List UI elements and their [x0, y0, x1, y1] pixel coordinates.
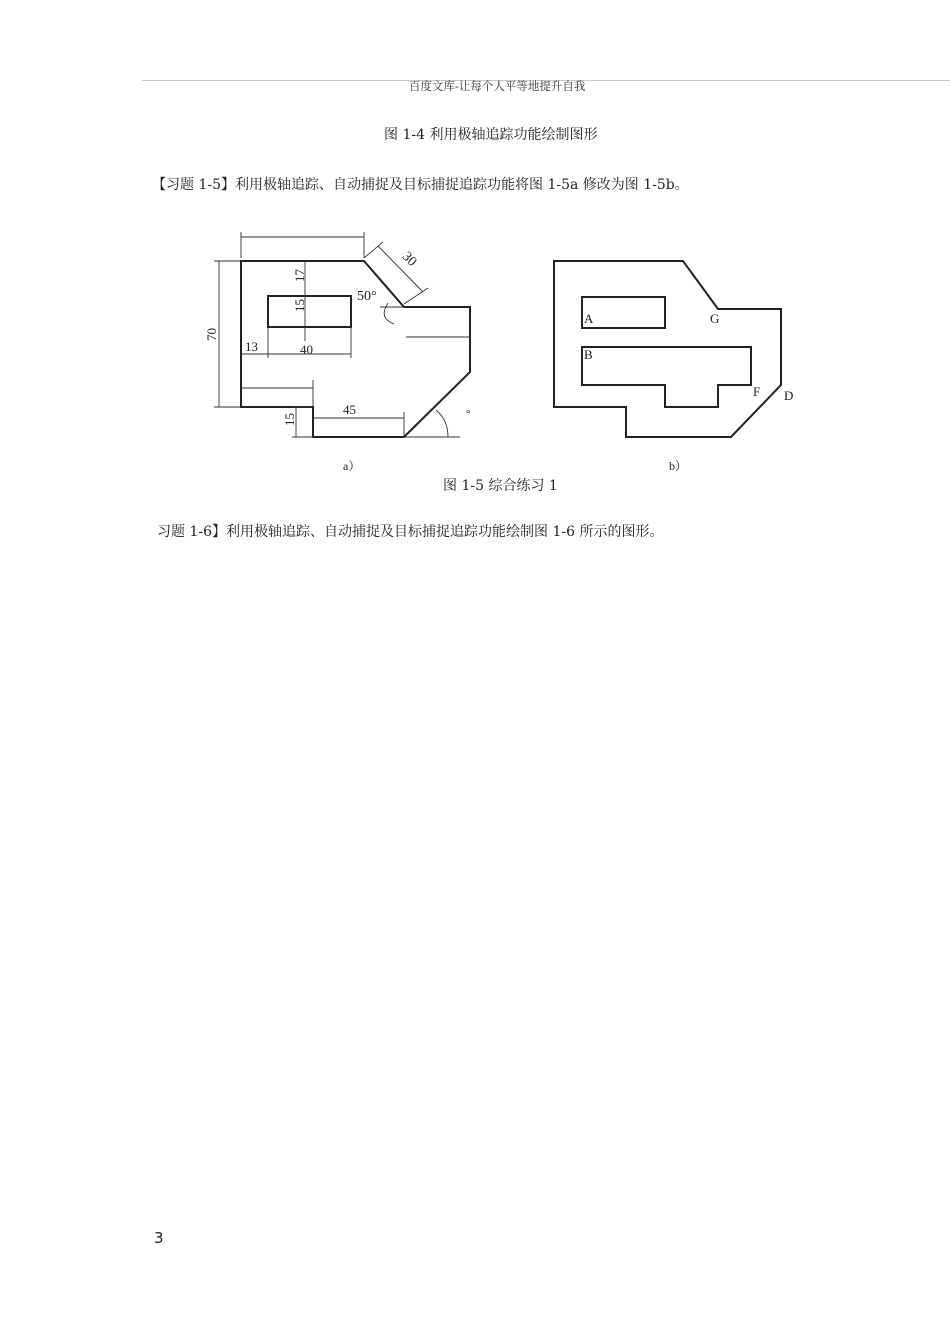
dim-40: 40 — [300, 342, 313, 357]
point-d: D — [784, 388, 794, 403]
dim-15-step: 15 — [282, 413, 297, 426]
figure-1-5-caption: 图 1-5 综合练习 1 — [443, 478, 558, 494]
dim-45: 45 — [343, 402, 356, 417]
figure-1-4-caption: 图 1-4 利用极轴追踪功能绘制图形 — [384, 127, 598, 143]
dim-30: 30 — [398, 249, 420, 270]
dim-17: 17 — [292, 269, 307, 282]
part-b-slot-b — [582, 347, 751, 407]
dim-angle-bottom: ° — [466, 408, 471, 420]
dim-15-inner: 15 — [292, 299, 307, 312]
point-a: A — [584, 311, 594, 326]
point-f: F — [753, 384, 761, 399]
part-a-label: a） — [343, 459, 361, 473]
part-b-label: b） — [669, 459, 688, 473]
point-g: G — [710, 311, 720, 326]
dim-50deg: 50° — [357, 289, 377, 304]
part-a-inner-slot — [268, 296, 351, 327]
point-b: B — [584, 347, 593, 362]
page-number: 3 — [154, 1229, 164, 1247]
part-b-slot-a — [582, 297, 665, 328]
dim-70: 70 — [204, 328, 219, 341]
dim-13: 13 — [245, 339, 258, 354]
figure-1-5b — [540, 250, 810, 480]
exercise-1-6-text: 习题 1-6】利用极轴追踪、自动捕捉及目标捕捉追踪功能绘制图 1-6 所示的图形。 — [157, 524, 664, 540]
page-header: 百度文库-让每个人平等地提升自我 — [409, 79, 586, 93]
figure-1-5a — [190, 220, 490, 480]
exercise-1-5-text: 【习题 1-5】利用极轴追踪、自动捕捉及目标捕捉追踪功能将图 1-5a 修改为图 1-5b。 — [152, 177, 689, 193]
